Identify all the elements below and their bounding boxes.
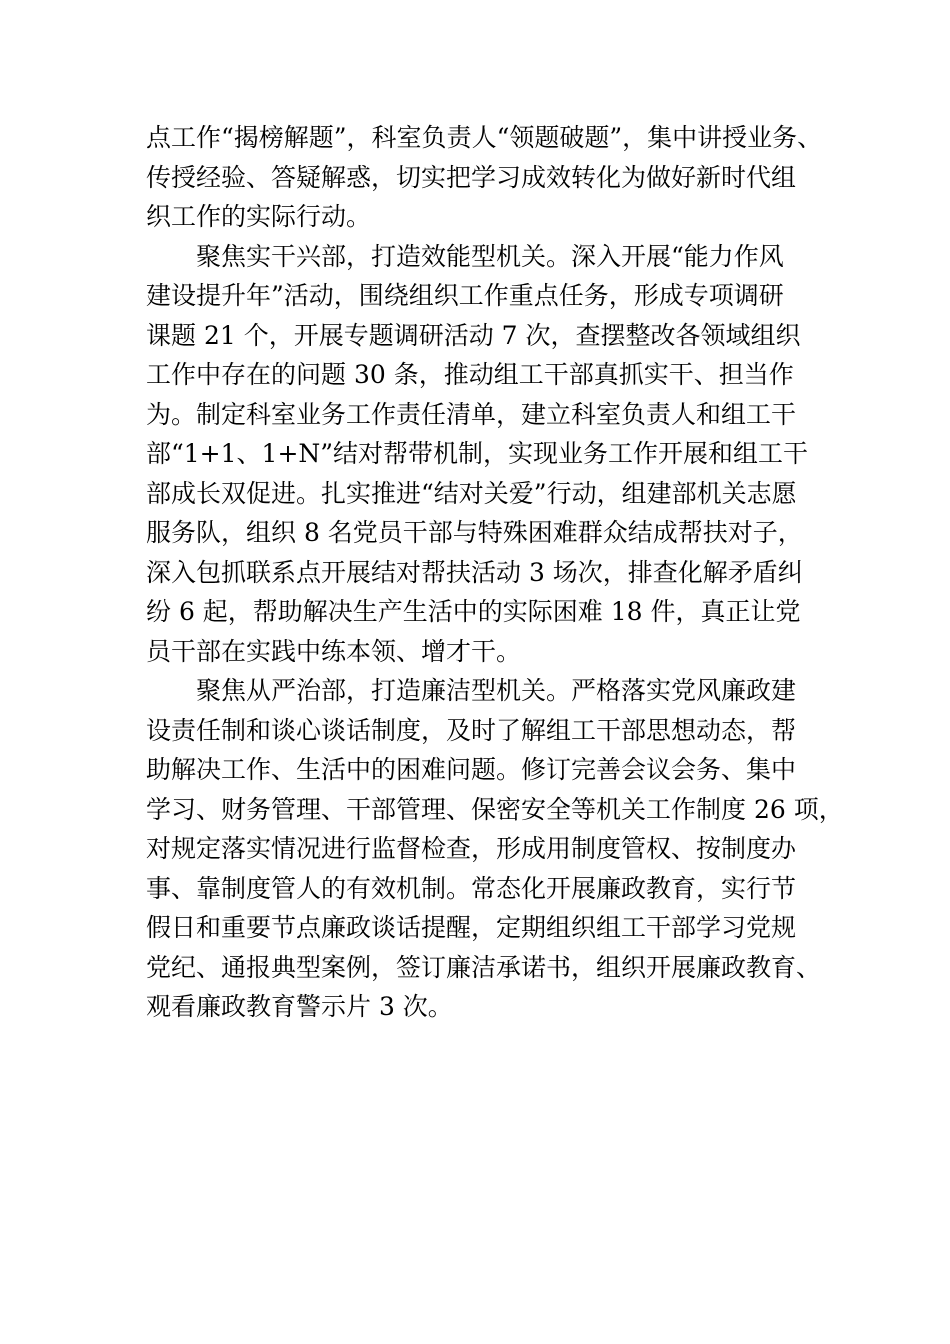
- text-line: 深入包抓联系点开展结对帮扶活动 3 场次，排查化解矛盾纠: [146, 557, 803, 587]
- text-line: 党纪、通报典型案例，签订廉洁承诺书，组织开展廉政教育、: [146, 952, 822, 982]
- text-line: 对规定落实情况进行监督检查，形成用制度管权、按制度办: [146, 834, 797, 863]
- text-line: 纷 6 起，帮助解决生产生活中的实际困难 18 件，真正让党: [146, 597, 801, 626]
- text-line: 学习、财务管理、干部管理、保密安全等机关工作制度 26 项，: [146, 794, 844, 824]
- text-line: 观看廉政教育警示片 3 次。: [146, 992, 453, 1021]
- text-line: 服务队，组织 8 名党员干部与特殊困难群众结成帮扶对子，: [146, 518, 803, 547]
- text-line: 部“1+1、1+N”结对帮带机制，实现业务工作开展和组工干: [146, 439, 809, 468]
- text-line: 聚焦实干兴部，打造效能型机关。深入开展“能力作风: [196, 241, 784, 271]
- document-body: [146, 118, 844, 1027]
- text-line: 织工作的实际行动。: [146, 202, 372, 231]
- text-line: 假日和重要节点廉政谈话提醒，定期组织组工干部学习党规: [146, 913, 797, 942]
- text-line: 建设提升年”活动，围绕组织工作重点任务，形成专项调研: [146, 281, 784, 310]
- paragraph-2: [146, 237, 824, 672]
- text-line: 聚焦从严治部，打造廉洁型机关。严格落实党风廉政建: [196, 676, 797, 705]
- text-line: 传授经验、答疑解惑，切实把学习成效转化为做好新时代组: [146, 162, 797, 192]
- text-line: 为。制定科室业务工作责任清单，建立科室负责人和组工干: [146, 399, 797, 429]
- paragraph-1: [146, 118, 824, 237]
- text-line: 助解决工作、生活中的困难问题。修订完善会议会务、集中: [146, 755, 797, 784]
- text-line: 工作中存在的问题 30 条，推动组工干部真抓实干、担当作: [146, 360, 794, 389]
- text-line: 部成长双促进。扎实推进“结对关爱”行动，组建部机关志愿: [146, 478, 797, 508]
- text-line: 事、靠制度管人的有效机制。常态化开展廉政教育，实行节: [146, 873, 797, 903]
- text-line: 课题 21 个，开展专题调研活动 7 次，查摆整改各领域组织: [146, 320, 801, 350]
- text-line: 设责任制和谈心谈话制度，及时了解组工干部思想动态，帮: [146, 715, 797, 745]
- paragraph-3: [146, 671, 844, 1027]
- text-line: 点工作“揭榜解题”，科室负责人“领题破题”，集中讲授业务、: [146, 123, 823, 152]
- text-line: 员干部在实践中练本领、增才干。: [146, 636, 522, 666]
